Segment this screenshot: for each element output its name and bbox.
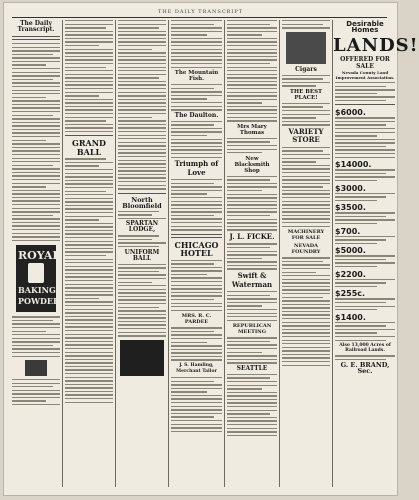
association-name: Nevada County Land Improvement Association. [335,70,395,80]
text-block [335,193,395,202]
royal-ad-line-1: ROYAL [18,249,61,263]
divider [335,104,395,105]
text-block [227,176,277,231]
price-1: $6000. [335,108,366,118]
price-3: $3000. [335,183,366,193]
column-6 [280,20,333,487]
newspaper-page [3,2,419,496]
price-8: $255c. [335,289,366,299]
desirable-homes-heading: Desirable Homes [346,20,384,34]
text-block [171,260,222,311]
variety-store-heading: VARIETY STORE [288,126,324,145]
figures-engraving [286,32,326,64]
blacksmith-heading: New Blacksmith Shop [234,155,270,174]
text-block [65,158,113,403]
text-block [227,20,277,122]
text-block [282,103,330,126]
price-4: $3500. [335,203,366,213]
uniform-ball-heading: UNIFORM BALL [124,248,160,262]
daulton-heading: The Daulton. [174,111,219,119]
price-9: $1400. [335,312,366,322]
best-place-heading: THE BEST PLACE! [289,88,323,101]
text-block [118,264,166,337]
republican-meeting-heading: REPUBLICAN MEETING [232,323,272,336]
foundry-heading: NEVADA FOUNDRY [291,243,321,256]
royal-baking-powder-ad [16,245,61,312]
text-block [227,374,277,436]
chicago-hotel-heading: CHICAGO HOTEL [174,239,219,259]
text-block [65,20,113,132]
text-block [118,235,166,247]
text-block [282,20,330,29]
text-block [227,138,277,154]
text-block [12,316,60,357]
text-block [171,179,222,230]
divider [171,234,222,238]
text-block [335,255,395,267]
top-rule [12,17,387,18]
offered-heading: OFFERED FOR SALE [340,56,390,70]
vertical-banner-ad [120,340,164,376]
ball-heading: GRAND BALL [72,138,106,157]
seattle-heading: SEATTLE [236,364,268,372]
text-block [227,291,277,321]
officers-list [335,82,395,101]
baking-powder-can-icon [28,263,44,283]
column-1 [10,20,63,487]
text-block [118,211,166,220]
mary-thomas-heading: Mrs Mary Thomas [237,123,267,136]
secretary-signature: G. E. BRAND, Sec. [340,361,390,376]
masthead: The Daily Transcript. [17,20,55,33]
divider [65,135,113,136]
lodge-heading: SPARTAN LODGE, [125,220,159,234]
text-block [335,212,395,224]
text-block [171,377,222,432]
text-block [282,75,330,87]
dancing-figure-engraving [25,360,47,376]
ficke-heading: J. L. FICKE. [229,231,275,241]
text-block [171,84,222,110]
text-block [282,257,330,366]
text-block [335,117,395,158]
text-block [335,169,395,181]
text-block [227,243,277,269]
royal-ad-line-2: BAKING [18,285,56,296]
text-block [118,20,166,190]
column-4 [169,20,225,487]
text-block [335,279,395,288]
text-block [227,337,277,363]
triumph-heading: Triumph of Love [174,159,219,177]
divider [12,36,60,40]
bloomfield-heading: North Bloomfield [122,195,162,210]
column-5 [225,20,280,487]
lands-heading: LANDS! [333,35,419,56]
swift-waterman-heading: Swift & Waterman [231,271,273,289]
price-7: $2200. [335,269,366,279]
text-block [12,379,60,405]
column-2 [63,20,116,487]
price-2: $14000. [335,160,372,170]
divider [118,193,166,194]
royal-ad-line-3: POWDER [18,296,60,307]
text-block [282,147,330,227]
text-block [171,20,222,68]
text-block [335,236,395,245]
page-folio: THE DAILY TRANSCRIPT [157,9,244,15]
text-block [12,43,60,241]
tailor-heading: J. S. Hamling, Merchant Tailor [176,363,217,375]
railroad-acres-heading: Also 13,000 Acres of Railroad Lands. [339,343,391,354]
pardee-heading: MRS. R. C. PARDEE [181,313,212,326]
mountain-fish-heading: The Mountain Fish. [174,70,219,83]
cigars-heading: Cigars [295,65,317,73]
price-5: $700. [335,226,361,236]
column-7-land-ad [333,20,419,487]
text-block [335,298,395,310]
price-6: $5000. [335,246,366,256]
column-3 [116,20,169,487]
text-block [335,355,395,360]
machinery-heading: MACHINERY FOR SALE [287,229,325,242]
text-block [171,121,222,158]
text-block [335,322,395,341]
text-block [171,327,222,361]
